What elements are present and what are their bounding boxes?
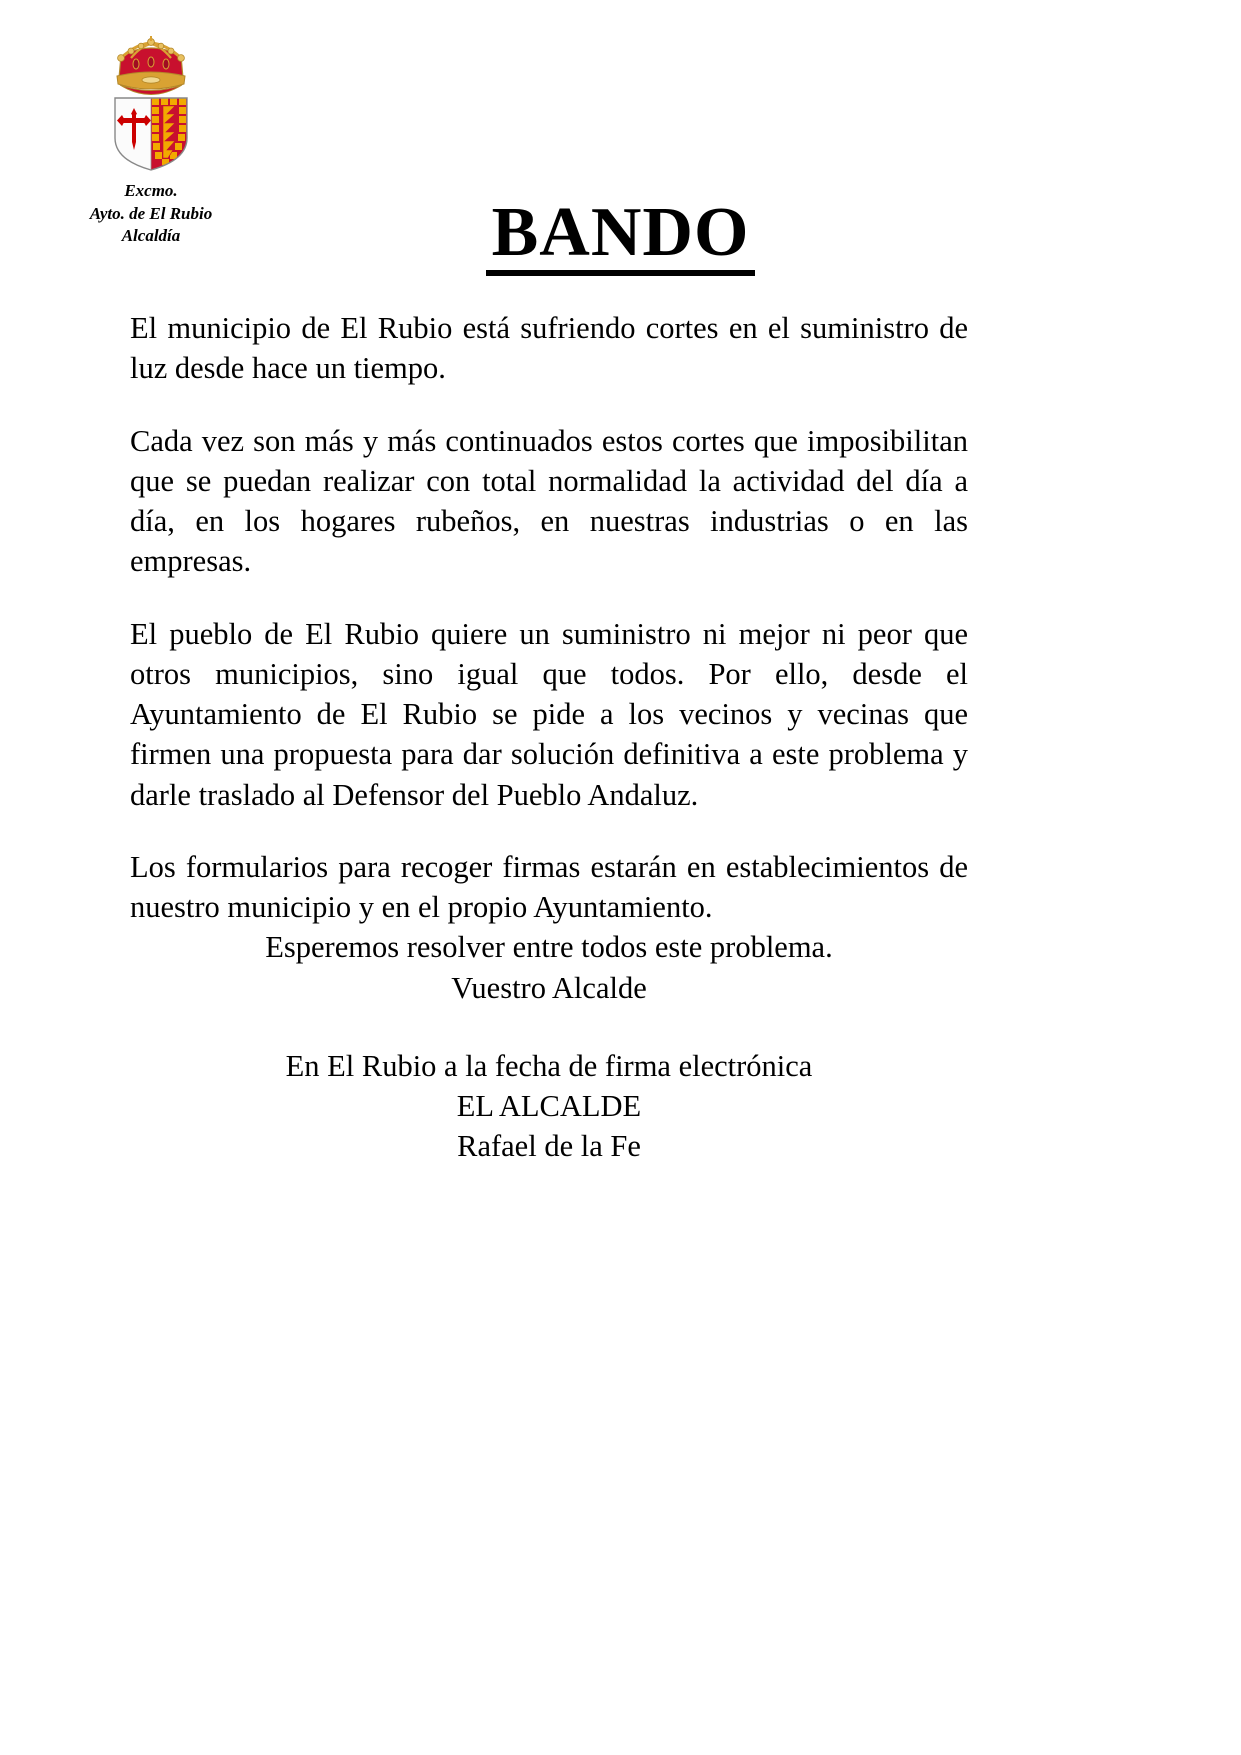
page-title-text: BANDO [486,198,756,276]
closing-line-mayor: Vuestro Alcalde [451,970,647,1005]
body-paragraph: El pueblo de El Rubio quiere un suministro ni mejor ni peor que otros municipios, sino igual que todos. Por ello, desde el Ayuntamiento de El Rubio se pide a los vecinos y vecinas que firmen una propuesta para dar solución definitiva a este problema y darle traslado al Defensor del Pueblo Andaluz. [130,616,968,812]
letterhead-line-ayto: Ayto. de El Rubio [89,203,213,223]
letterhead-line-excmo: Excmo. [124,181,178,200]
body-paragraph: Los formularios para recoger firmas estarán en establecimientos de nuestro municipio y en el propio Ayuntamiento. [130,849,968,924]
body-paragraph: El municipio de El Rubio está sufriendo cortes en el suministro de luz desde hace un tiempo. [130,311,968,386]
signature-role: EL ALCALDE [456,1089,642,1123]
closing-line-hope: Esperemos resolver entre todos este problema. [265,930,833,965]
coat-of-arms-icon [91,34,211,174]
body-paragraph: Cada vez son más y más continuados estos cortes que imposibilitan que se puedan realizar con total normalidad la actividad del día a día, en los hogares rubeños, en nuestras industrias o en las empresas. [130,423,968,579]
document-body [130,308,968,1167]
signature-name: Rafael de la Fe [457,1129,641,1164]
signature-spacer [130,1008,968,1046]
page-title [0,194,1241,276]
signature-place-date: En El Rubio a la fecha de firma electrónica [285,1048,813,1083]
letterhead-line-alcaldia: Alcaldía [121,226,181,246]
